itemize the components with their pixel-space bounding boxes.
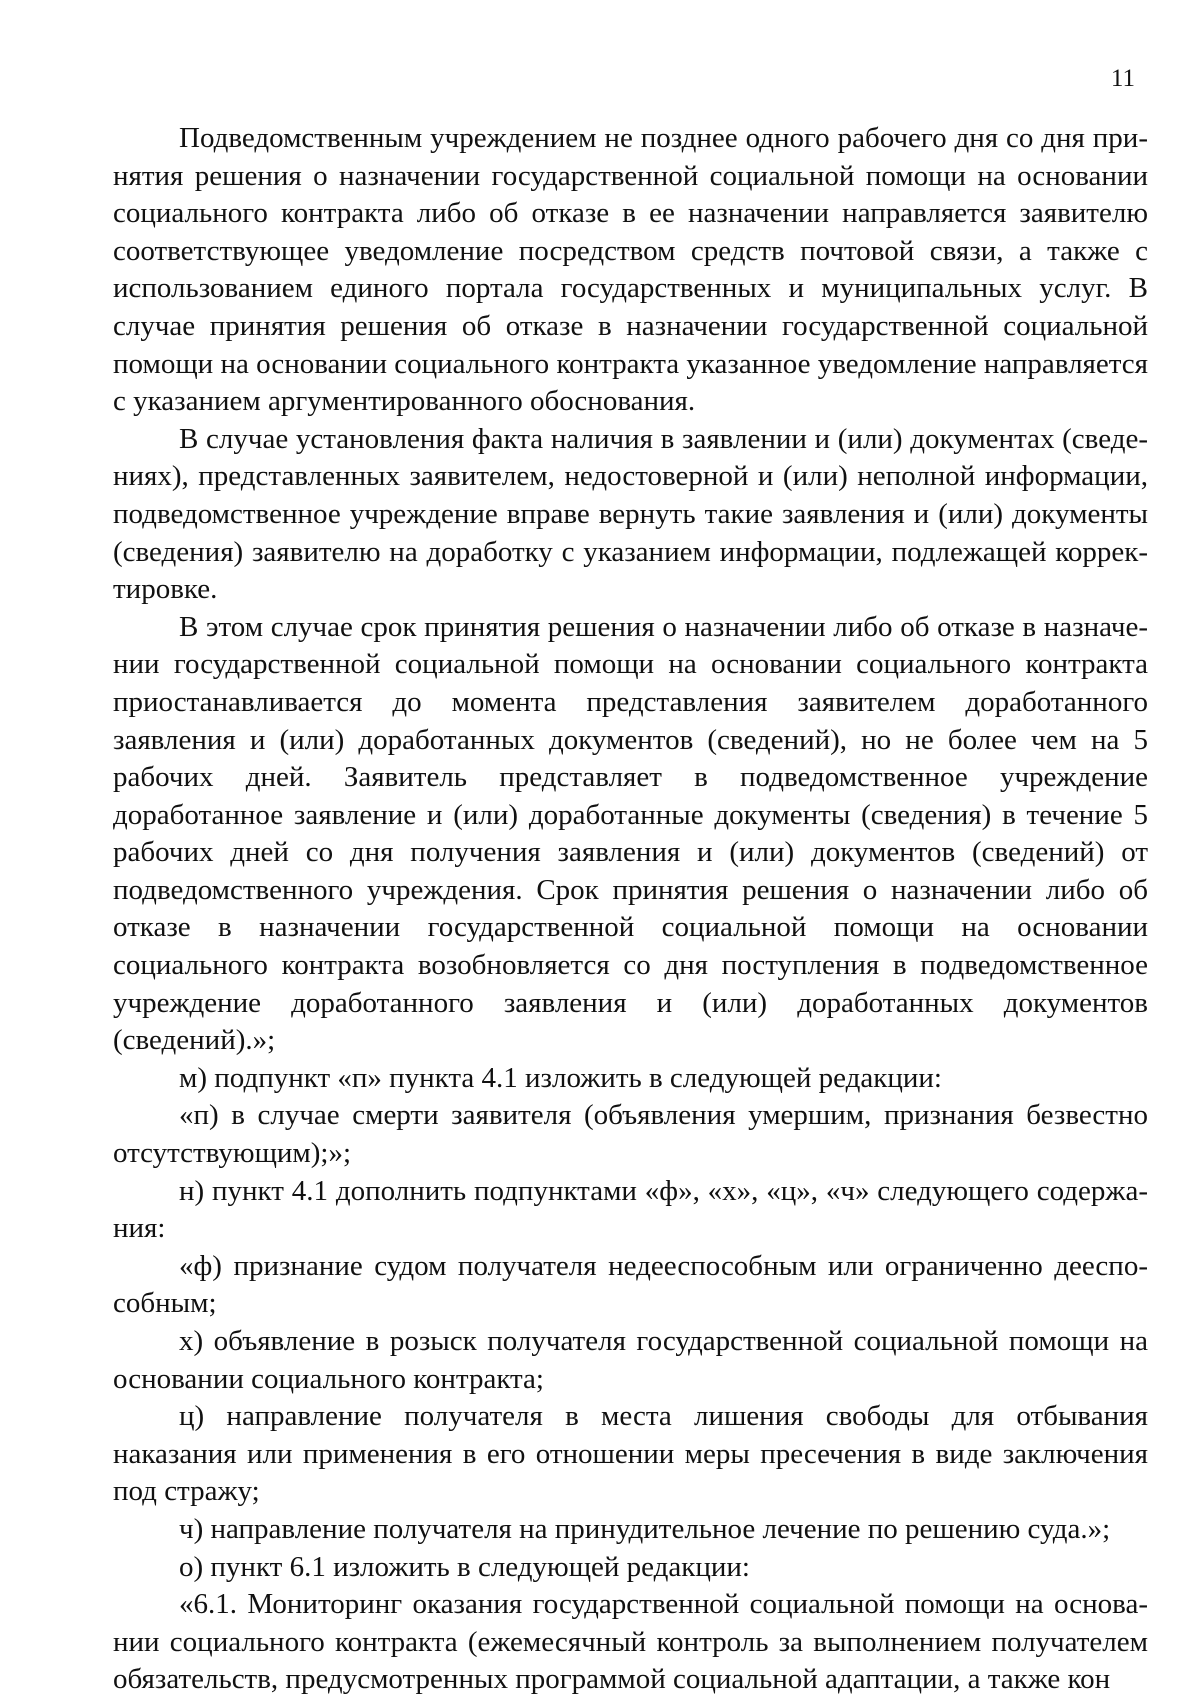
paragraph-subitem-h: х) объявление в розыск получателя государственной социальной помощи на основании социального контракта; <box>113 1325 1148 1395</box>
paragraph-suspension: В этом случае срок принятия решения о назначении либо об отказе в назначении государственной социальной помощи на основании социального контракта приостанавливается до момента представления заявителем доработанного заявления и (или) доработанных документов (сведений), но не более чем на 5 рабочих дней. Заявитель представляет в подведомственное учреждение доработанное заявление и (или) доработанные документы (сведения) в течение 5 рабочих дней со дня получения заявления и (или) документов (сведений) от подведомственного учреждения. Срок принятия решения о назначении либо об отказе в назначении государственной социальной помощи на основании социального контракта возобновляется со дня поступления в подведомственное учреждение доработанного заявления и (или) доработанных документов (сведений).»; <box>113 610 1148 1057</box>
paragraph-item-n: н) пункт 4.1 дополнить подпунктами «ф», «х», «ц», «ч» следующего содержания: <box>113 1174 1148 1245</box>
paragraph-subitem-ch: ч) направление получателя на принудительное лечение по решению суда.»; <box>179 1512 1111 1545</box>
paragraph-subitem-f: «ф) признание судом получателя недееспособным или ограниченно дееспособным; <box>113 1249 1148 1320</box>
paragraph-subitem-ts: ц) направление получателя в места лишения свободы для отбывания наказания или применения в его отношении меры пресечения в виде заключения под стражу; <box>113 1400 1148 1508</box>
paragraph-item-m: м) подпункт «п» пункта 4.1 изложить в следующей редакции: <box>179 1061 942 1094</box>
paragraph-subitem-p: «п) в случае смерти заявителя (объявления умершим, признания безвестно отсутствующим);»; <box>113 1099 1148 1170</box>
paragraph-incorrect-info: В случае установления факта наличия в заявлении и (или) документах (сведениях), представленных заявителем, недостоверной и (или) неполной информации, подведомственное учреждение вправе вернуть такие заявления и (или) документы (сведения) заявителю на доработку с указанием информации, подлежащей корректировке. <box>113 422 1148 606</box>
paragraph-notification: Подведомственным учреждением не позднее одного рабочего дня со дня принятия решения о назначении государственной социальной помощи на основании социального контракта либо об отказе в ее назначении направляется заявителю соответствующее уведомление посредством средств почтовой связи, а также с использованием единого портала государственных и муниципальных услуг. В случае принятия решения об отказе в назначении государственной социальной помощи на основании социального контракта указанное уведомление направляется с указанием аргументированного обоснования. <box>113 122 1148 418</box>
page-number: 11 <box>1110 65 1135 92</box>
paragraph-item-o: о) пункт 6.1 изложить в следующей редакции: <box>179 1550 750 1583</box>
document-body <box>113 120 1148 1699</box>
paragraph-item-6-1: «6.1. Мониторинг оказания государственной социальной помощи на основании социального контракта (ежемесячный контроль за выполнением получателем обязательств, предусмотренных программой социальной адаптации, а также кон <box>113 1588 1148 1696</box>
